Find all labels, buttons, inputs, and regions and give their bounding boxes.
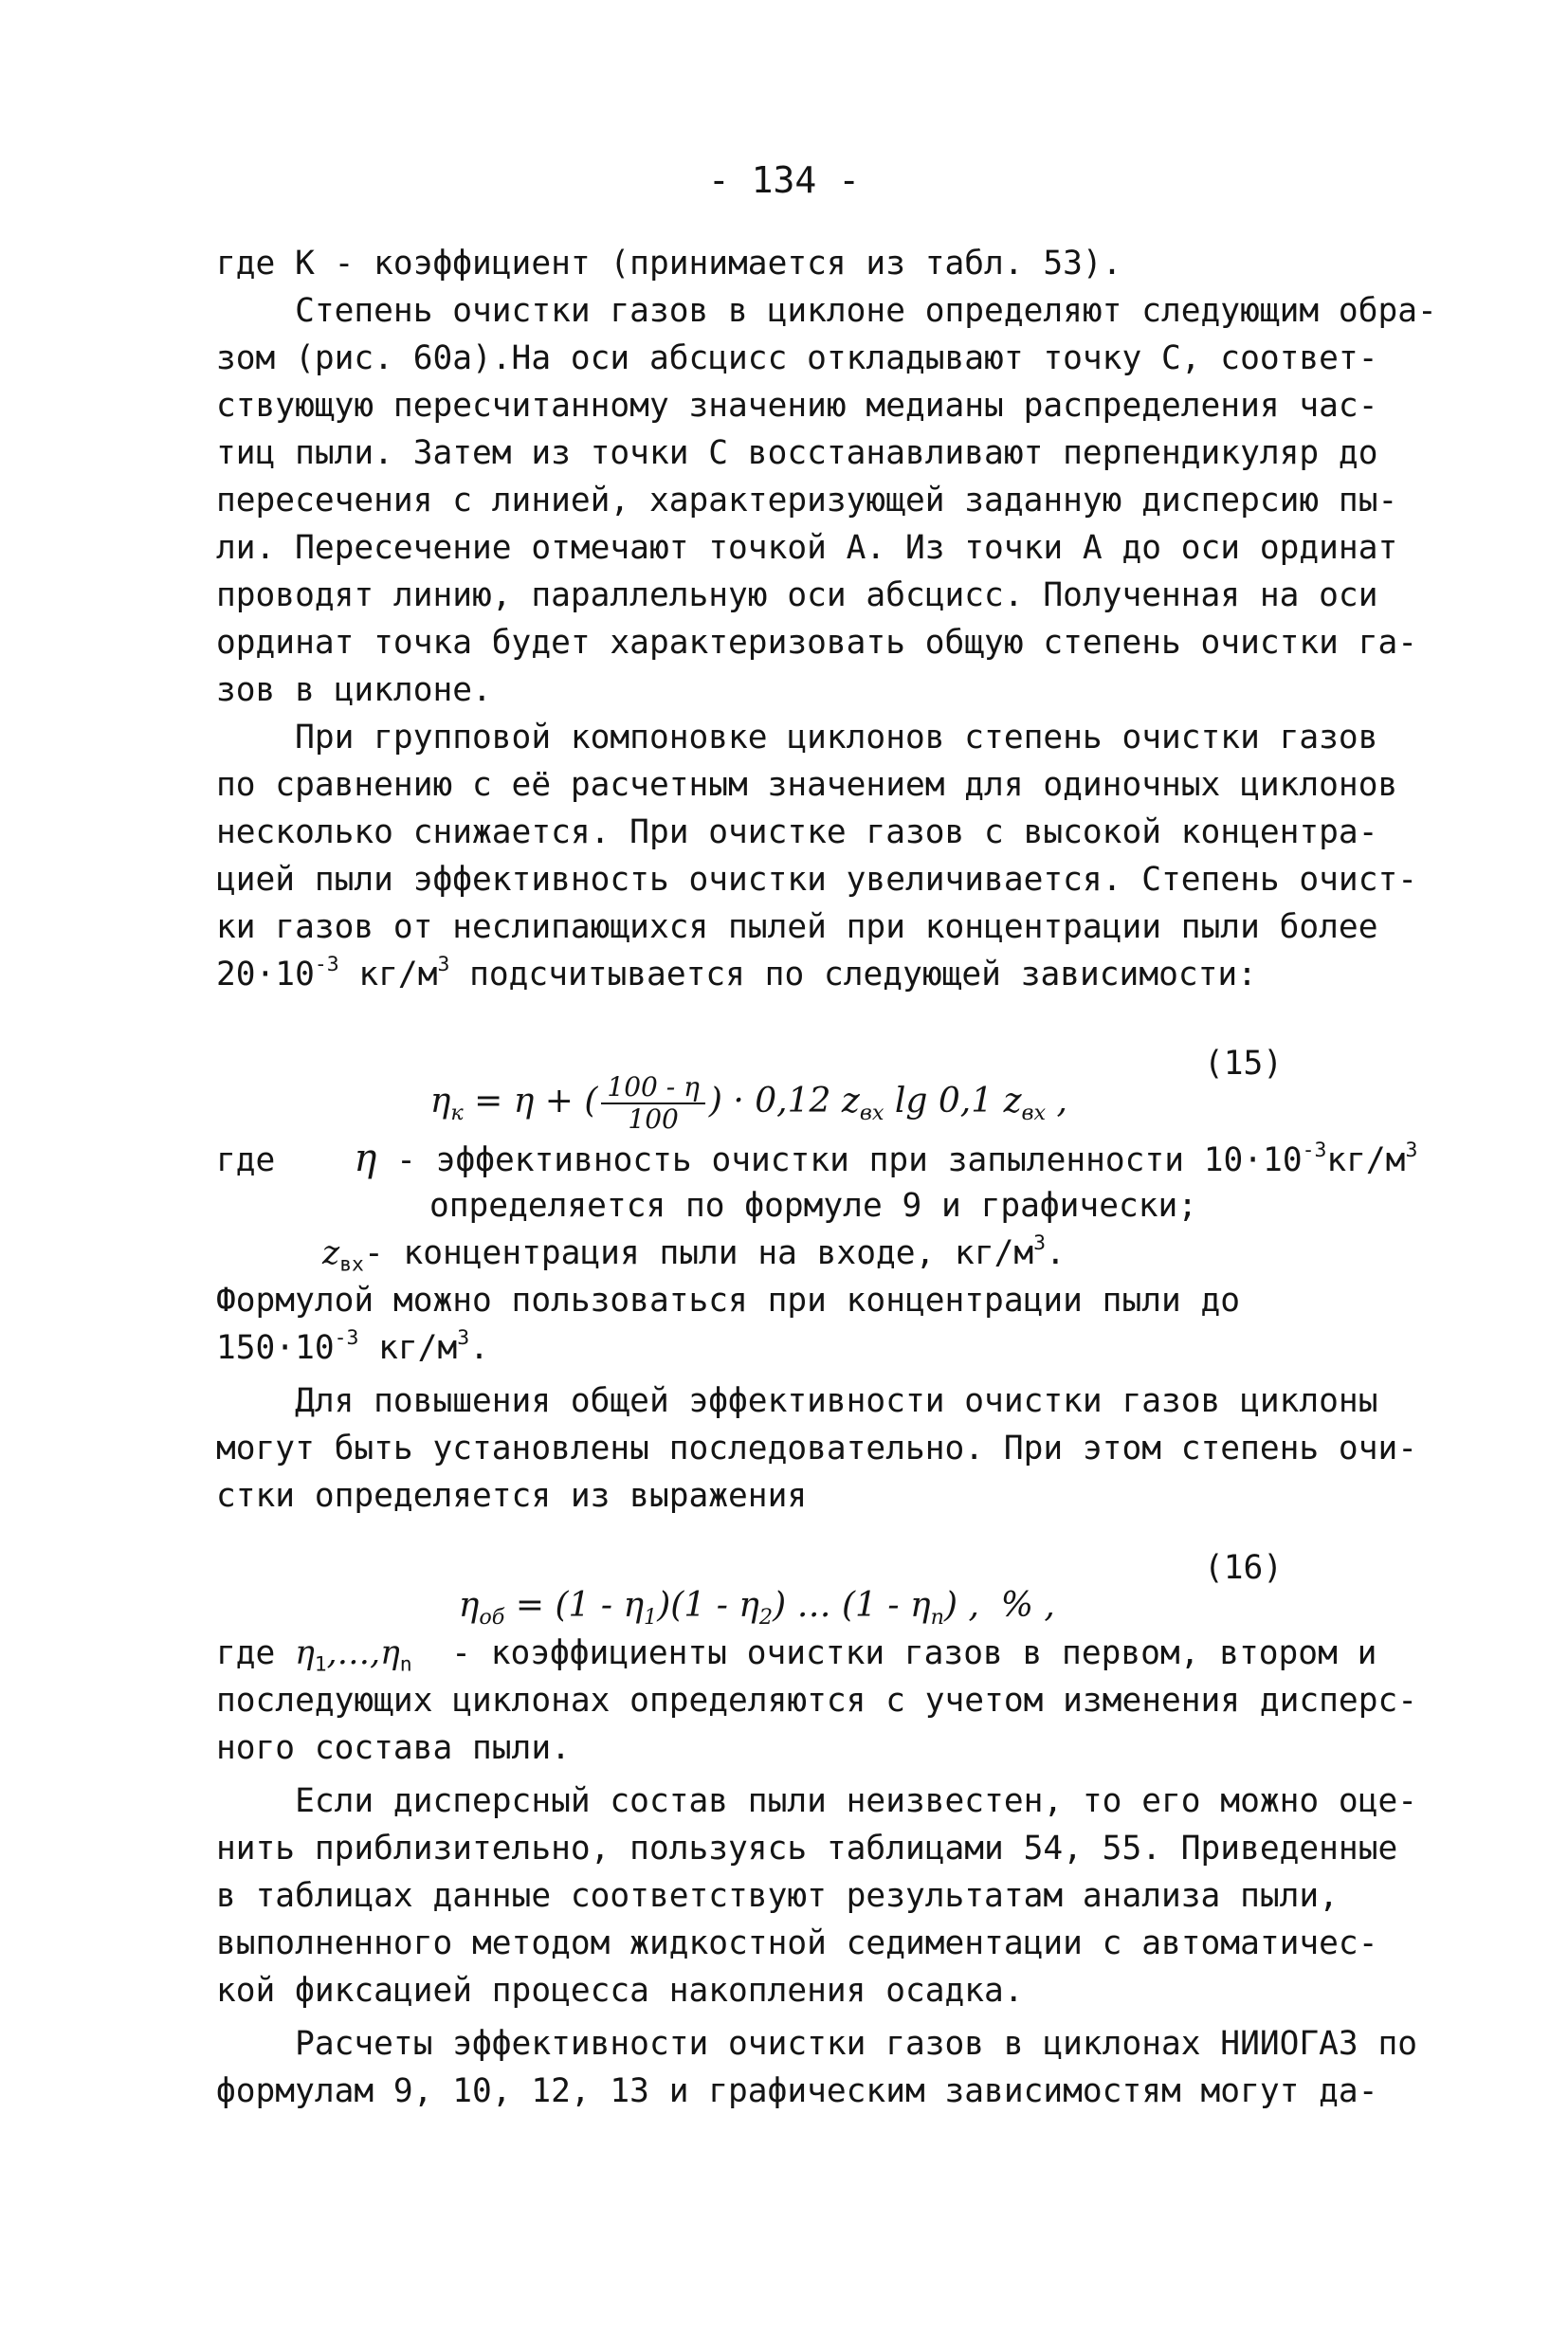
text-line: пересечения с линией, характеризующей заданную дисперсию пы- (216, 482, 1398, 519)
text-line: ного состава пыли. (216, 1729, 571, 1767)
where-text: - эффективность очистки при запыленности 10·10 (376, 1141, 1303, 1179)
value-prefix: 20·10 (216, 956, 315, 993)
text-line: кой фиксацией процесса накопления осадка. (216, 1972, 1024, 2010)
where-line (216, 1138, 1417, 1181)
fraction-denominator: 100 (628, 1103, 679, 1135)
text-line: При групповой компоновке циклонов степень очистки газов (216, 719, 1378, 756)
equation-part: ) … (1 - η (773, 1586, 931, 1625)
subscript: вх (859, 1100, 884, 1125)
text-line: несколько снижается. При очистке газов с высокой концентра- (216, 813, 1378, 851)
equation-part: ) , % , (943, 1586, 1055, 1625)
equation-part: lg 0,1 z (884, 1082, 1022, 1121)
subscript: n (399, 1652, 412, 1677)
eta-symbol: η (295, 1634, 315, 1672)
eta-symbol: η (429, 1082, 451, 1121)
exponent: -3 (1302, 1139, 1327, 1163)
value-prefix: 150·10 (216, 1329, 335, 1367)
subscript: 1 (314, 1652, 327, 1677)
punct: . (469, 1329, 489, 1367)
unit-exponent: 3 (1405, 1139, 1418, 1163)
equation-part: , (1046, 1082, 1067, 1121)
text-line: ординат точка будет характеризовать общую степень очистки га- (216, 624, 1418, 662)
fraction-numerator: 100 - η (601, 1072, 704, 1104)
equation-part: ) · 0,12 z (708, 1082, 860, 1121)
subscript: к (450, 1100, 464, 1125)
text-line: Расчеты эффективности очистки газов в циклонах НИИОГАЗ по (216, 2025, 1418, 2063)
page-number: - 134 - (707, 159, 861, 201)
equation-part: = η + ( (463, 1082, 598, 1121)
where-text: - коэффициенты очистки газов в первом, втором и (411, 1634, 1377, 1672)
where-line (322, 1231, 1066, 1277)
text-line (216, 1327, 489, 1369)
text-line: ствующую пересчитанному значению медианы распределения час- (216, 387, 1378, 425)
text-line: выполненного методом жидкостной седиментации с автоматичес- (216, 1924, 1378, 1962)
text-line: по сравнению с её расчетным значением для одиночных циклонов (216, 766, 1398, 804)
where-word: где (216, 1634, 296, 1672)
subscript: 1 (644, 1604, 658, 1630)
text-line: ки газов от неслипающихся пылей при концентрации пыли более (216, 908, 1378, 946)
subscript: вх (1021, 1100, 1047, 1125)
equation-part: )(1 - η (657, 1586, 759, 1625)
unit: кг/м (1326, 1141, 1406, 1179)
equation-number: (16) (1204, 1549, 1284, 1587)
punct: . (1046, 1234, 1066, 1272)
unit-exponent: 3 (1033, 1231, 1047, 1256)
text-line: в таблицах данные соответствуют результатам анализа пыли, (216, 1877, 1339, 1915)
text-line: где К - коэффициент (принимается из табл. 53). (216, 245, 1122, 282)
text-rest: подсчитывается по следующей зависимости: (449, 956, 1257, 993)
text-line: зов в циклоне. (216, 671, 492, 709)
text-line: цией пыли эффективность очистки увеличивается. Степень очист- (216, 861, 1418, 899)
subscript: вх (339, 1252, 364, 1277)
z-symbol: z (322, 1234, 340, 1272)
text-line: могут быть установлены последовательно. При этом степень очи- (216, 1430, 1418, 1467)
fraction (601, 1072, 704, 1135)
exponent: -3 (314, 953, 339, 977)
text-line: Если дисперсный состав пыли неизвестен, то его можно оце- (216, 1782, 1418, 1820)
where-line (216, 1632, 1377, 1677)
text-line: формулам 9, 10, 12, 13 и графическим зависимостям могут да- (216, 2072, 1378, 2110)
subscript: об (479, 1604, 505, 1630)
where-word: где (216, 1141, 276, 1179)
eta-range: ,…,η (326, 1634, 400, 1672)
where-text: - концентрация пыли на входе, кг/м (363, 1234, 1034, 1272)
unit: кг/м (358, 1329, 458, 1367)
text-line: проводят линию, параллельную оси абсцисс. Полученная на оси (216, 576, 1378, 614)
text-line: стки определяется из выражения (216, 1477, 808, 1515)
unit: кг/м (338, 956, 438, 993)
subscript: n (930, 1604, 944, 1630)
subscript: 2 (758, 1604, 774, 1630)
unit-exponent: 3 (437, 953, 450, 977)
text-line: нить приблизительно, пользуясь таблицами 54, 55. Приведенные (216, 1830, 1398, 1868)
eta-symbol: η (354, 1137, 377, 1180)
text-line: зом (рис. 60а).На оси абсцисс откладывают точку С, соответ- (216, 339, 1378, 377)
text-line: Формулой можно пользоваться при концентрации пыли до (216, 1282, 1241, 1320)
unit-exponent: 3 (457, 1326, 470, 1351)
exponent: -3 (334, 1326, 359, 1351)
where-line: определяется по формуле 9 и графически; (429, 1187, 1198, 1225)
text-line (216, 954, 1257, 995)
text-line: Для повышения общей эффективности очистки газов циклоны (216, 1382, 1378, 1420)
equation-part: = (1 - η (504, 1586, 645, 1625)
eta-symbol: η (458, 1586, 480, 1625)
text-line: тиц пыли. Затем из точки С восстанавливают перпендикуляр до (216, 434, 1378, 472)
text-line: Степень очистки газов в циклоне определяют следующим обра- (216, 292, 1437, 330)
text-line: ли. Пересечение отмечают точкой А. Из точки А до оси ординат (216, 529, 1398, 567)
equation-number: (15) (1204, 1045, 1284, 1083)
text-line: последующих циклонах определяются с учетом изменения дисперс- (216, 1682, 1418, 1720)
